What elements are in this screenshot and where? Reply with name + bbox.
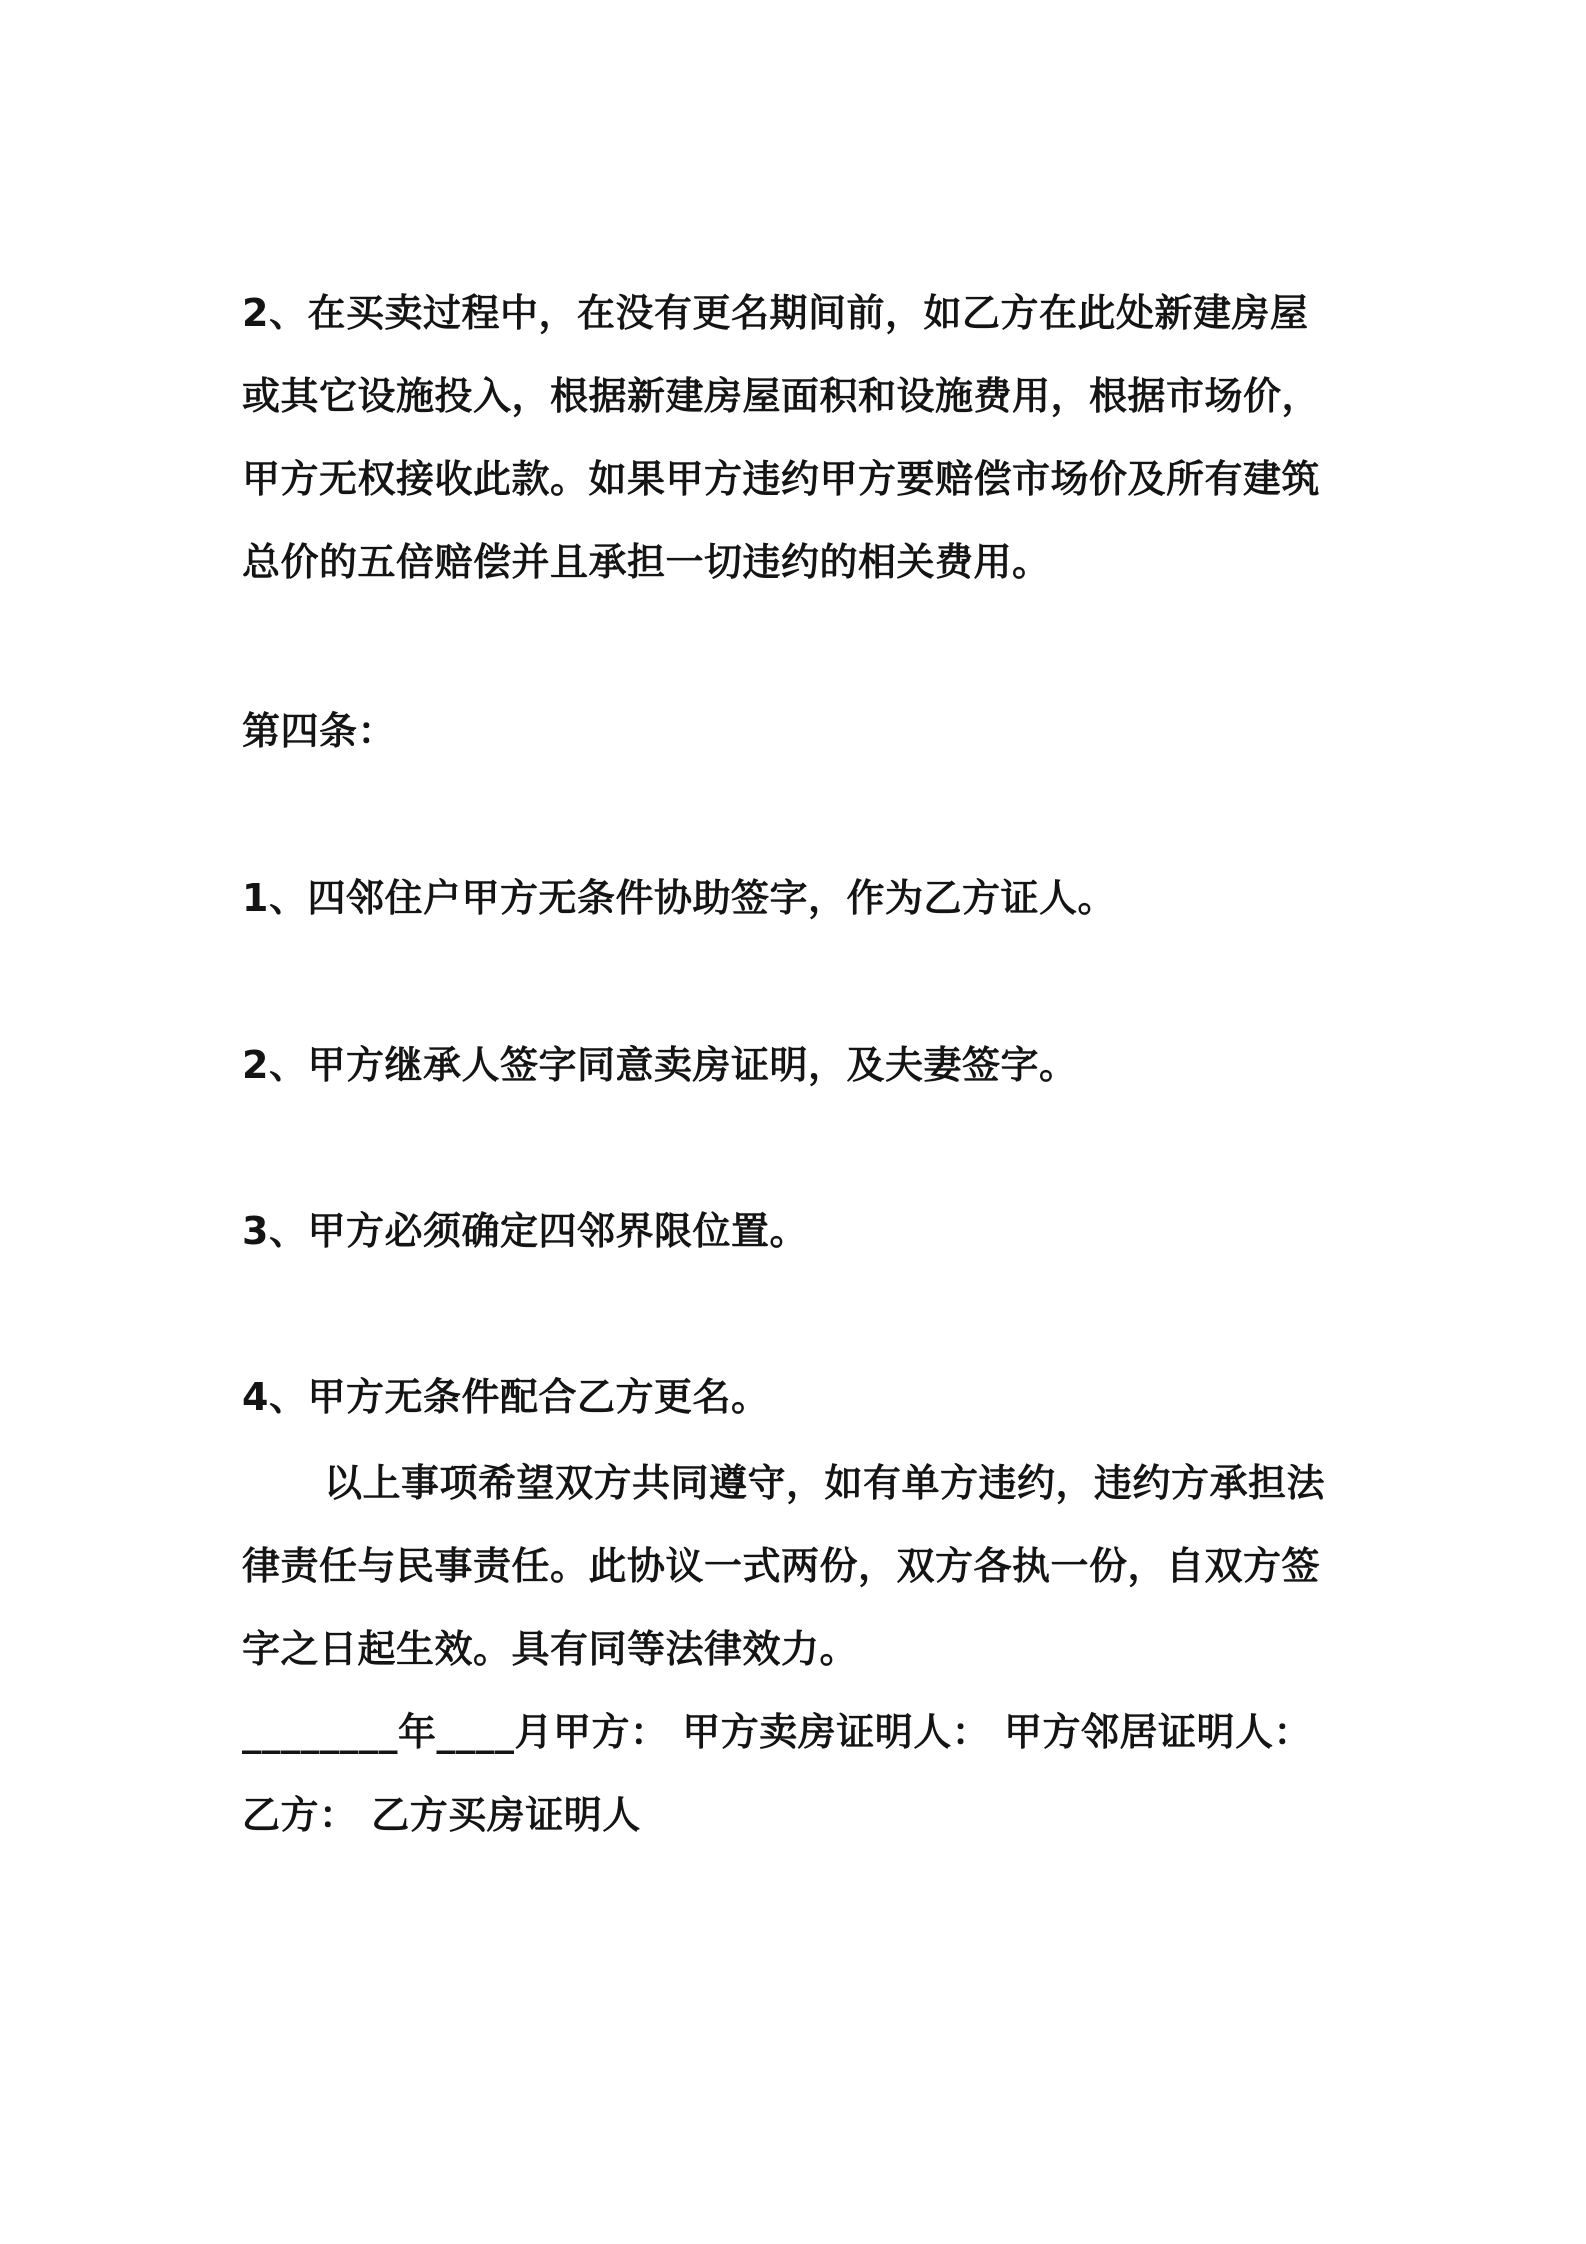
article3-item2-line: 总价的五倍赔偿并且承担一切违约的相关费用。 xyxy=(242,540,1051,584)
signature-line-2: 乙方： 乙方买房证明人 xyxy=(242,1793,641,1837)
article3-item2-line: 甲方无权接收此款。如果甲方违约甲方要赔偿市场价及所有建筑 xyxy=(242,457,1321,501)
article4-heading: 第四条： xyxy=(242,709,397,753)
article3-item2-line: 或其它设施投入，根据新建房屋面积和设施费用，根据市场价， xyxy=(242,374,1321,418)
closing-line: 律责任与民事责任。此协议一式两份，双方各执一份，自双方签 xyxy=(242,1544,1321,1588)
article4-item-3: 3、甲方必须确定四邻界限位置。 xyxy=(242,1209,808,1253)
article4-item-1: 1、四邻住户甲方无条件协助签字，作为乙方证人。 xyxy=(242,876,1116,920)
article3-item2 xyxy=(242,272,1362,604)
closing-paragraph xyxy=(242,1442,1362,1691)
article3-item2-line: 2、在买卖过程中，在没有更名期间前，如乙方在此处新建房屋 xyxy=(242,291,1309,335)
article4-item-4: 4、甲方无条件配合乙方更名。 xyxy=(242,1375,770,1419)
article4-item-2: 2、甲方继承人签字同意卖房证明，及夫妻签字。 xyxy=(242,1043,1078,1087)
closing-line: 字之日起生效。具有同等法律效力。 xyxy=(242,1627,859,1671)
signature-line-1: ________年____月甲方： 甲方卖房证明人： 甲方邻居证明人： xyxy=(242,1710,1312,1754)
closing-line: 以上事项希望双方共同遵守，如有单方违约，违约方承担法 xyxy=(324,1461,1326,1505)
signature-block xyxy=(242,1691,1362,1857)
